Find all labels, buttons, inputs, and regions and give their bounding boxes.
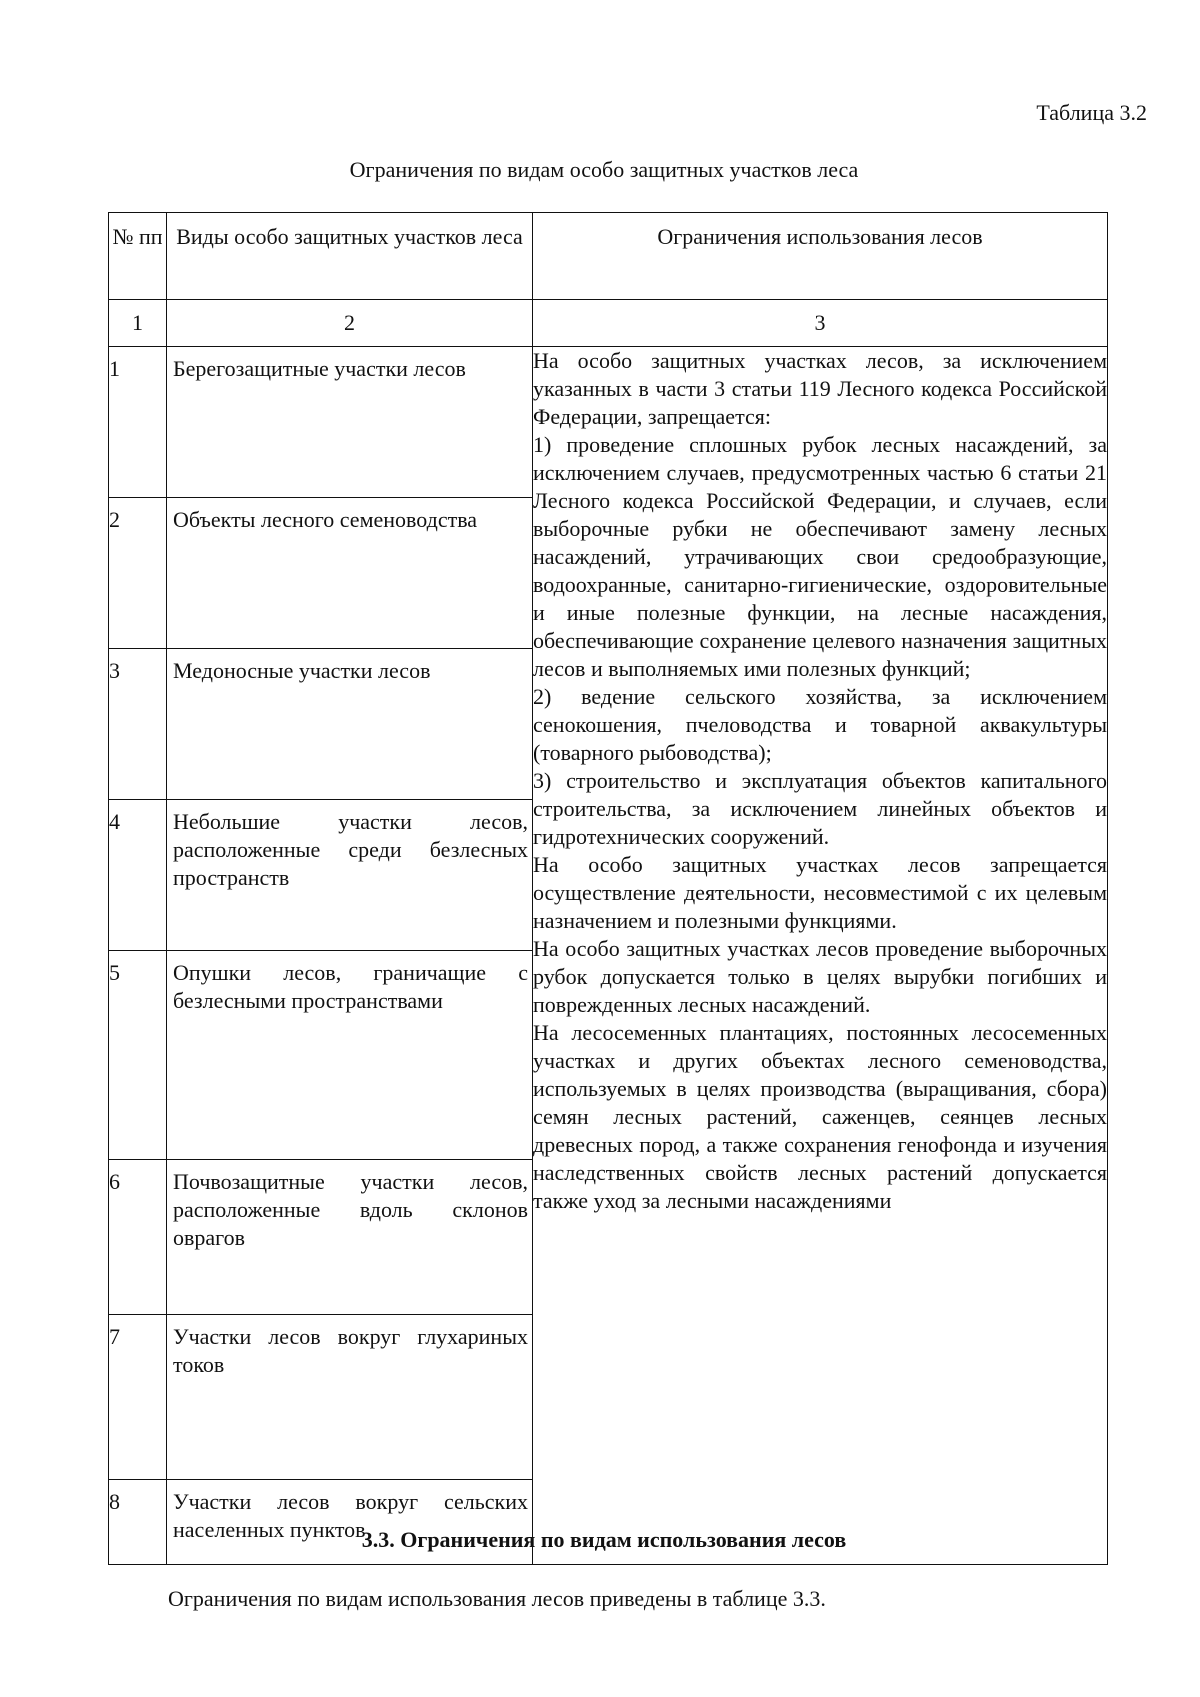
- table-title: Ограничения по видам особо защитных участков леса: [349, 157, 859, 182]
- restrictions-cell: [533, 347, 1108, 1565]
- restriction-paragraph: На особо защитных участках лесов проведение выборочных рубок допускается только в целях вырубки погибших и поврежденных лесных насаждений.: [533, 936, 1107, 1017]
- body-paragraph: Ограничения по видам использования лесов приведены в таблице 3.3.: [168, 1586, 826, 1611]
- row-number: 4: [109, 800, 167, 951]
- column-number: 2: [167, 300, 533, 347]
- row-kind: Медоносные участки лесов: [167, 649, 533, 800]
- row-number: 7: [109, 1315, 167, 1480]
- row-kind: Участки лесов вокруг глухариных токов: [167, 1315, 533, 1480]
- row-number: 8: [109, 1480, 167, 1565]
- header-kind: Виды особо защитных участков леса: [167, 213, 533, 300]
- row-kind: Опушки лесов, граничащие с безлесными пространствами: [167, 951, 533, 1160]
- row-kind: Почвозащитные участки лесов, расположенные вдоль склонов оврагов: [167, 1160, 533, 1315]
- section-heading: 3.3. Ограничения по видам использования лесов: [361, 1527, 847, 1552]
- row-kind: Объекты лесного семеноводства: [167, 498, 533, 649]
- header-restrictions: Ограничения использования лесов: [533, 213, 1108, 300]
- row-number: 2: [109, 498, 167, 649]
- row-number: 5: [109, 951, 167, 1160]
- restriction-paragraph: На особо защитных участках лесов запрещается осуществление деятельности, несовместимой с их целевым назначением и полезными функциями.: [533, 852, 1107, 933]
- row-number: 1: [109, 347, 167, 498]
- header-number: № пп: [109, 213, 167, 300]
- row-kind: Небольшие участки лесов, расположенные среди безлесных пространств: [167, 800, 533, 951]
- restrictions-table: [108, 212, 1108, 1565]
- table-row: [109, 347, 1108, 498]
- restriction-paragraph: 3) строительство и эксплуатация объектов капитального строительства, за исключением линейных объектов и гидротехнических сооружений.: [533, 768, 1107, 849]
- restriction-paragraph: 1) проведение сплошных рубок лесных насаждений, за исключением случаев, предусмотренных частью 6 статьи 21 Лесного кодекса Российской Федерации, и случаев, если выборочные рубки не обеспечивают замену лесных насаждений, утрачивающих свои средообразующие, водоохранные, санитарно-гигиенические, оздоровительные и иные полезные функции, на лесные насаждения, обеспечивающие сохранение целевого назначения защитных лесов и выполняемых ими полезных функций;: [533, 432, 1107, 681]
- restriction-paragraph: На особо защитных участках лесов, за исключением указанных в части 3 статьи 119 Лесного кодекса Российской Федерации, запрещается:: [533, 348, 1107, 429]
- restriction-paragraph: На лесосеменных плантациях, постоянных лесосеменных участках и других объектах лесного семеноводства, используемых в целях производства (выращивания, сбора) семян лесных растений, саженцев, сеянцев лесных древесных пород, а также сохранения генофонда и изучения наследственных свойств лесных растений допускается также уход за лесными насаждениями: [533, 1020, 1107, 1213]
- table-label: Таблица 3.2: [1036, 100, 1147, 125]
- row-number: 3: [109, 649, 167, 800]
- row-number: 6: [109, 1160, 167, 1315]
- column-number-row: [109, 300, 1108, 347]
- column-number: 3: [533, 300, 1108, 347]
- row-kind: Берегозащитные участки лесов: [167, 347, 533, 498]
- table-header-row: [109, 213, 1108, 300]
- restriction-paragraph: 2) ведение сельского хозяйства, за исключением сенокошения, пчеловодства и товарной аквакультуры (товарного рыбоводства);: [533, 684, 1107, 765]
- row-kind: Участки лесов вокруг сельских населенных пунктов: [167, 1480, 533, 1565]
- column-number: 1: [109, 300, 167, 347]
